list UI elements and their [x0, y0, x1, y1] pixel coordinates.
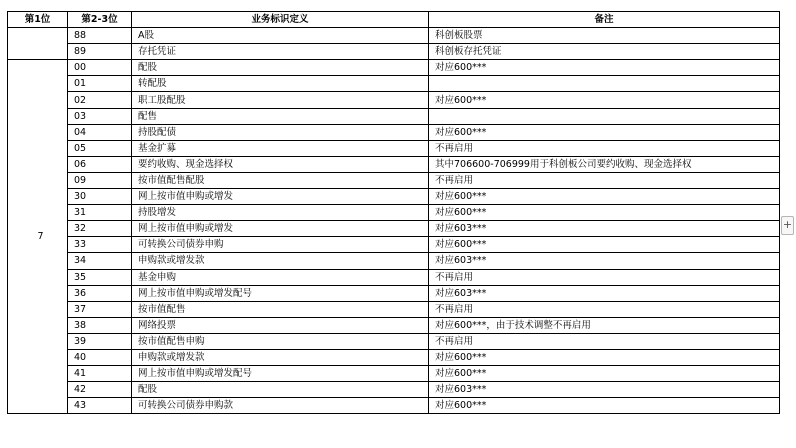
definition-cell: 可转换公司债券申购: [132, 237, 429, 253]
remark-cell: 不再启用: [429, 301, 780, 317]
table-row: [8, 333, 780, 349]
definition-cell: 可转换公司债券申购款: [132, 398, 429, 414]
table-row: [8, 124, 780, 140]
table-row: [8, 108, 780, 124]
table-row: [8, 366, 780, 382]
definition-cell: 网上按市值申购或增发: [132, 221, 429, 237]
definition-cell: 申购款或增发款: [132, 349, 429, 365]
first-digit-cell: [8, 28, 68, 60]
table-row: [8, 28, 780, 44]
plus-icon[interactable]: +: [781, 216, 794, 235]
code-cell: 88: [68, 28, 132, 44]
table-row: [8, 189, 780, 205]
table-row: [8, 317, 780, 333]
table-row: [8, 349, 780, 365]
header-remarks: 备注: [429, 12, 780, 28]
remark-cell: 对应600***: [429, 349, 780, 365]
code-cell: 42: [68, 382, 132, 398]
code-cell: 41: [68, 366, 132, 382]
remark-cell: 对应603***: [429, 253, 780, 269]
code-cell: 33: [68, 237, 132, 253]
remark-cell: 对应600***: [429, 205, 780, 221]
definition-cell: 配售: [132, 108, 429, 124]
business-code-table: [7, 11, 780, 414]
remark-cell: 其中706600-706999用于科创板公司要约收购、现金选择权: [429, 156, 780, 172]
definition-cell: 网上按市值申购或增发: [132, 189, 429, 205]
definition-cell: A股: [132, 28, 429, 44]
code-cell: 89: [68, 44, 132, 60]
header-business-definition: 业务标识定义: [132, 12, 429, 28]
remark-cell: [429, 76, 780, 92]
code-cell: 06: [68, 156, 132, 172]
definition-cell: 网上按市值申购或增发配号: [132, 285, 429, 301]
definition-cell: 按市值配售配股: [132, 172, 429, 188]
table-row: [8, 44, 780, 60]
remark-cell: 科创板股票: [429, 28, 780, 44]
code-cell: 30: [68, 189, 132, 205]
table-row: [8, 172, 780, 188]
remark-cell: 对应603***: [429, 285, 780, 301]
definition-cell: 转配股: [132, 76, 429, 92]
code-cell: 35: [68, 269, 132, 285]
definition-cell: 按市值配售: [132, 301, 429, 317]
table-row: [8, 92, 780, 108]
table-row: [8, 398, 780, 414]
code-cell: 04: [68, 124, 132, 140]
table-row: [8, 221, 780, 237]
remark-cell: 对应603***: [429, 382, 780, 398]
definition-cell: 配股: [132, 382, 429, 398]
code-cell: 36: [68, 285, 132, 301]
table-row: [8, 269, 780, 285]
table-row: [8, 140, 780, 156]
table-row: [8, 382, 780, 398]
remark-cell: 不再启用: [429, 333, 780, 349]
definition-cell: 持股配债: [132, 124, 429, 140]
remark-cell: 对应600***，由于技术调整不再启用: [429, 317, 780, 333]
definition-cell: 要约收购、现金选择权: [132, 156, 429, 172]
code-cell: 02: [68, 92, 132, 108]
table-row: [8, 301, 780, 317]
definition-cell: 配股: [132, 60, 429, 76]
header-first-digit: 第1位: [8, 12, 68, 28]
code-cell: 00: [68, 60, 132, 76]
definition-cell: 网上按市值申购或增发配号: [132, 366, 429, 382]
remark-cell: 对应600***: [429, 366, 780, 382]
remark-cell: 对应600***: [429, 60, 780, 76]
code-cell: 09: [68, 172, 132, 188]
code-cell: 39: [68, 333, 132, 349]
table-body: [8, 28, 780, 414]
definition-cell: 职工股配股: [132, 92, 429, 108]
remark-cell: 对应600***: [429, 189, 780, 205]
definition-cell: 基金扩募: [132, 140, 429, 156]
code-cell: 37: [68, 301, 132, 317]
definition-cell: 存托凭证: [132, 44, 429, 60]
code-cell: 43: [68, 398, 132, 414]
definition-cell: 基金申购: [132, 269, 429, 285]
remark-cell: 科创板存托凭证: [429, 44, 780, 60]
code-cell: 05: [68, 140, 132, 156]
definition-cell: 申购款或增发款: [132, 253, 429, 269]
table-row: [8, 76, 780, 92]
remark-cell: [429, 108, 780, 124]
remark-cell: 对应600***: [429, 92, 780, 108]
code-cell: 01: [68, 76, 132, 92]
code-cell: 32: [68, 221, 132, 237]
header-digits-2-3: 第2-3位: [68, 12, 132, 28]
table-row: [8, 205, 780, 221]
code-cell: 31: [68, 205, 132, 221]
table-row: [8, 285, 780, 301]
definition-cell: 按市值配售申购: [132, 333, 429, 349]
code-cell: 34: [68, 253, 132, 269]
remark-cell: 不再启用: [429, 140, 780, 156]
remark-cell: 对应600***: [429, 237, 780, 253]
table-header-row: [8, 12, 780, 28]
table-row: [8, 60, 780, 76]
table-row: [8, 253, 780, 269]
table-row: [8, 237, 780, 253]
remark-cell: 不再启用: [429, 172, 780, 188]
definition-cell: 网络投票: [132, 317, 429, 333]
first-digit-cell: 7: [8, 60, 68, 414]
remark-cell: 不再启用: [429, 269, 780, 285]
remark-cell: 对应603***: [429, 221, 780, 237]
definition-cell: 持股增发: [132, 205, 429, 221]
remark-cell: 对应600***: [429, 398, 780, 414]
code-cell: 03: [68, 108, 132, 124]
code-cell: 40: [68, 349, 132, 365]
remark-cell: 对应600***: [429, 124, 780, 140]
code-cell: 38: [68, 317, 132, 333]
table-row: [8, 156, 780, 172]
